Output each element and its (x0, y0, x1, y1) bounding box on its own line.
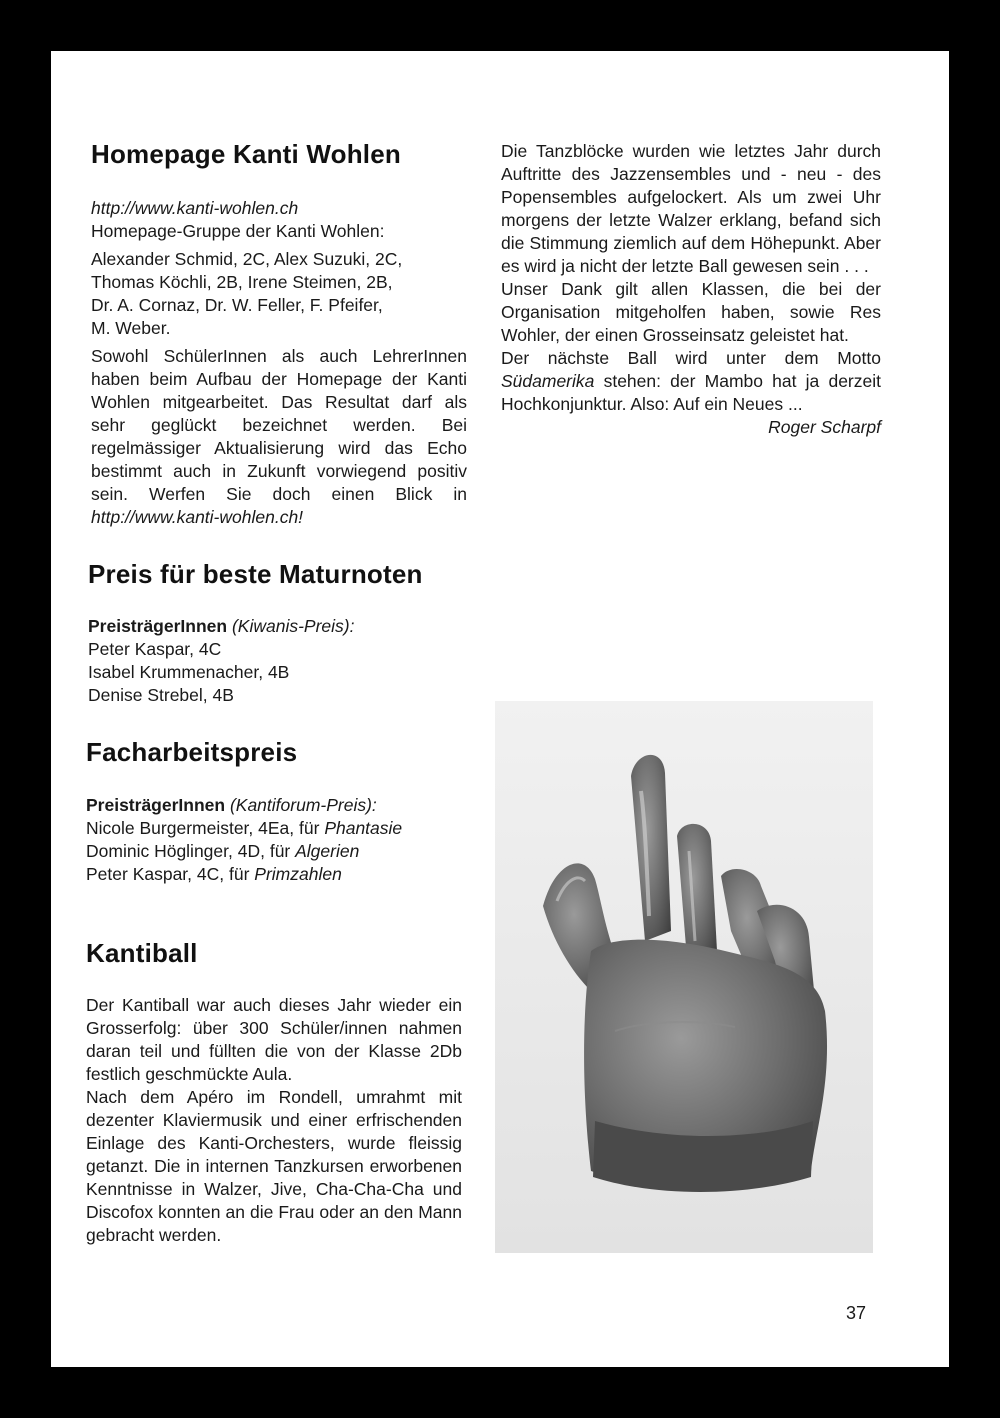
homepage-member-line: M. Weber. (91, 318, 171, 338)
kantiball-paragraph: Der Kantiball war auch dieses Jahr wieder ein Grosserfolg: über 300 Schüler/innen nahmen daran teil und füllten die von der Klasse 2Db festlich geschmückte Aula. (86, 995, 462, 1084)
right-paragraph-text: stehen: der Mambo hat ja derzeit Hochkonjunktur. Also: Auf ein Neues ... (501, 371, 881, 414)
preis-winner: Isabel Krummenacher, 4B (88, 662, 290, 682)
kantiball-section (86, 938, 462, 1247)
right-column (501, 140, 881, 439)
right-paragraph: Die Tanzblöcke wurden wie letztes Jahr durch Auftritte des Jazzensembles und - neu - des Popensembles aufgelockert. Als um zwei Uhr morgens der letzte Walzer erklang, befand sich die Stimmung ziemlich auf dem Höhepunkt. Aber es wird ja nicht der letzte Ball gewesen sein . . . (501, 141, 881, 276)
homepage-member-line: Thomas Köchli, 2B, Irene Steimen, 2B, (91, 272, 393, 292)
preis-label-line (88, 615, 478, 638)
homepage-group-label: Homepage-Gruppe der Kanti Wohlen: (91, 221, 385, 241)
facharbeit-heading: Facharbeitspreis (86, 737, 298, 767)
kantiball-heading: Kantiball (86, 938, 198, 968)
homepage-member-line: Dr. A. Cornaz, Dr. W. Feller, F. Pfeifer, (91, 295, 383, 315)
facharbeit-winner-name: Peter Kaspar, 4C, für (86, 864, 250, 884)
document-page (51, 51, 949, 1367)
homepage-paragraph-link: http://www.kanti-wohlen.ch! (91, 507, 304, 527)
homepage-heading: Homepage Kanti Wohlen (91, 139, 401, 169)
motto-text: Südamerika (501, 371, 595, 391)
facharbeit-section (86, 737, 476, 886)
facharbeit-winner-topic: Phantasie (324, 818, 403, 838)
homepage-paragraph-text: Sowohl SchülerInnen als auch LehrerInnen haben beim Aufbau der Homepage der Kanti Wohlen mitgearbeitet. Das Resultat darf als sehr geglückt bezeichnet werden. Bei regelmässiger Aktualisierung wird das Echo bestimmt auch in Zukunft vorwiegend positiv sein. Werfen Sie doch einen Blick in (91, 346, 467, 504)
facharbeit-winner-topic: Primzahlen (254, 864, 342, 884)
page-number: 37 (846, 1303, 867, 1323)
facharbeit-winner-name: Dominic Höglinger, 4D, für (86, 841, 291, 861)
facharbeit-winner-name: Nicole Burgermeister, 4Ea, für (86, 818, 320, 838)
preis-label-note: (Kiwanis-Preis): (231, 616, 355, 636)
hand-sculpture-photo (495, 701, 873, 1253)
homepage-paragraph (91, 345, 467, 529)
preis-heading: Preis für beste Maturnoten (88, 559, 423, 589)
facharbeit-winner (86, 840, 476, 863)
right-paragraph (501, 347, 881, 416)
homepage-member-line: Alexander Schmid, 2C, Alex Suzuki, 2C, (91, 249, 403, 269)
facharbeit-winner-topic: Algerien (295, 841, 360, 861)
right-paragraph-text: Der nächste Ball wird unter dem Motto (501, 348, 881, 368)
preis-section (88, 559, 478, 707)
preis-winner: Peter Kaspar, 4C (88, 639, 222, 659)
kantiball-paragraph: Nach dem Apéro im Rondell, umrahmt mit dezenter Klaviermusik und einer erfrischenden Einlage des Kanti-Orchesters, wurde fleissig getanzt. Die in internen Tanzkursen erworbenen Kenntnisse in Walzer, Jive, Cha-Cha-Cha und Discofox konnten an die Frau oder an den Mann gebracht werden. (86, 1087, 462, 1245)
facharbeit-label-line (86, 794, 476, 817)
facharbeit-label: PreisträgerInnen (86, 795, 226, 815)
hand-sculpture-illustration (495, 701, 873, 1253)
facharbeit-winner (86, 863, 476, 886)
facharbeit-winner (86, 817, 476, 840)
left-column (91, 139, 467, 529)
facharbeit-label-note: (Kantiforum-Preis): (229, 795, 377, 815)
right-paragraph: Unser Dank gilt allen Klassen, die bei der Organisation mitgeholfen haben, sowie Res Wohler, der einen Grosseinsatz geleistet hat. (501, 279, 881, 345)
author-signature: Roger Scharpf (768, 417, 881, 437)
homepage-url: http://www.kanti-wohlen.ch (91, 198, 299, 218)
preis-winner: Denise Strebel, 4B (88, 685, 234, 705)
preis-label: PreisträgerInnen (88, 616, 228, 636)
